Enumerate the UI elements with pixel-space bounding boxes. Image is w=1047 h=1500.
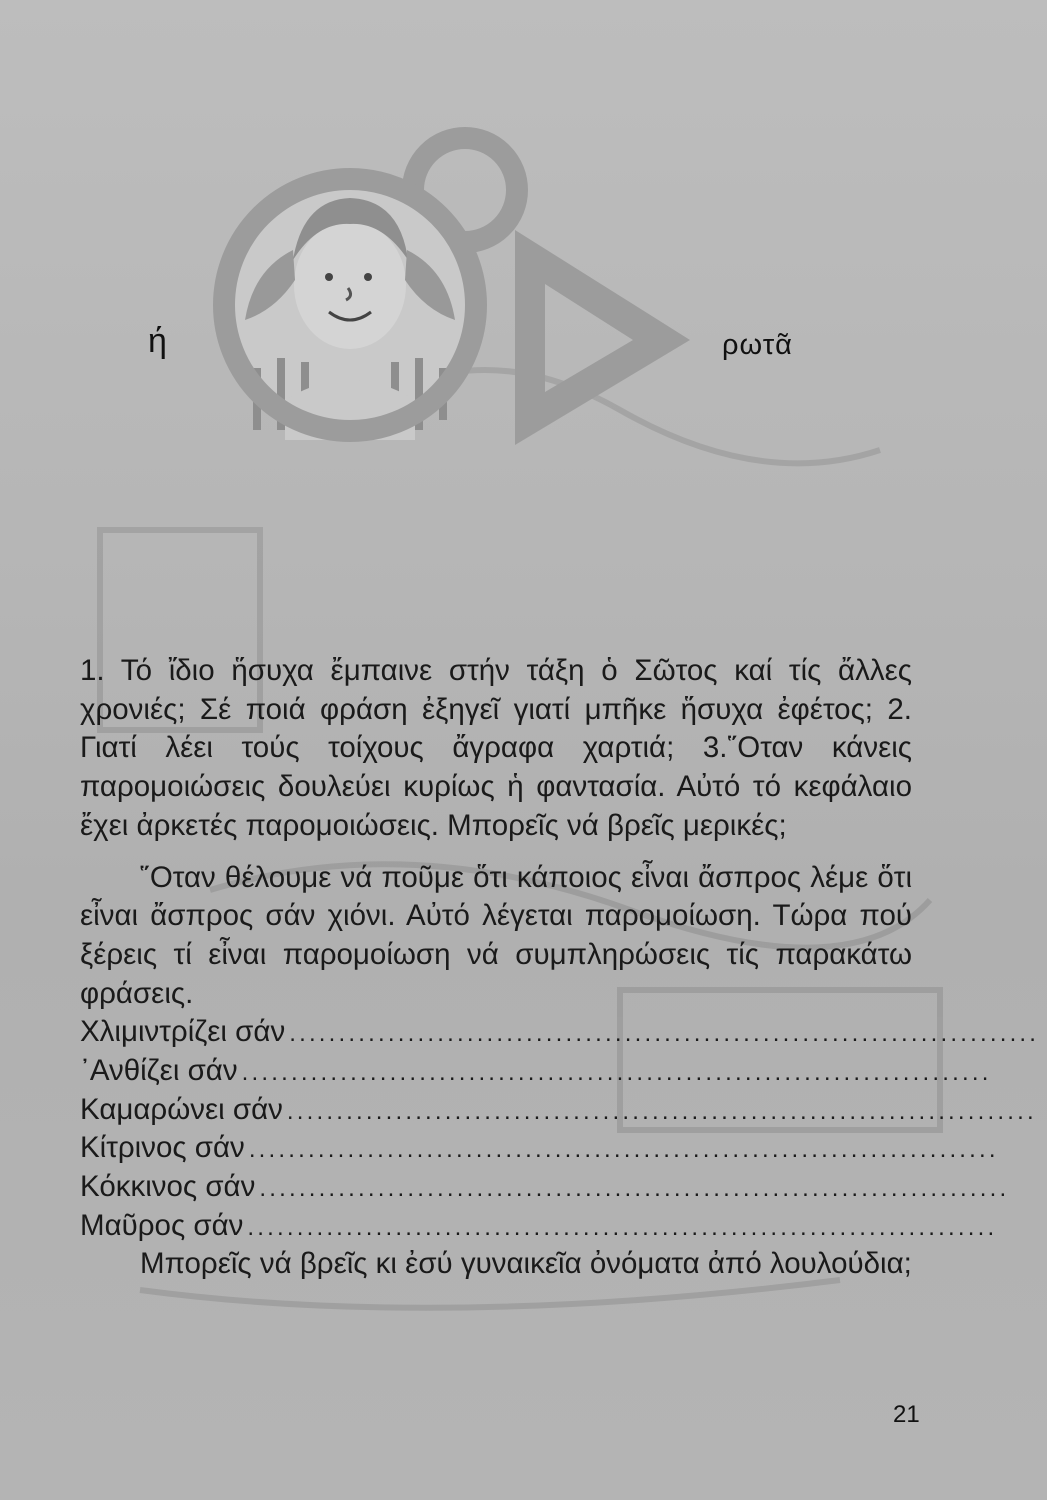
fill-in-label: Μαῦρος σάν <box>80 1208 244 1242</box>
question-logo <box>185 100 695 450</box>
fill-in-label: Κίτρινος σάν <box>80 1131 245 1165</box>
fill-in-blank: ............................................................................ <box>241 1059 992 1087</box>
logo-word: ρωτᾶ <box>722 329 793 361</box>
fill-in-blank: ............................................................................ <box>286 1097 1037 1125</box>
fill-in-blank: ............................................................................ <box>248 1136 999 1164</box>
fill-in-label: ᾿Ανθίζει σάν <box>80 1054 238 1088</box>
exercise-text <box>80 652 1040 1284</box>
fill-in-list <box>80 1013 1040 1245</box>
fill-in-label: Κόκκινος σάν <box>80 1170 256 1204</box>
list-item <box>80 1207 998 1246</box>
flower-names-question: Μπορεῖς νά βρεῖς κι ἐσύ γυναικεῖα ὀνόματα ἀπό λουλούδια; <box>140 1247 912 1281</box>
fill-in-blank: ............................................................................ <box>259 1175 1010 1203</box>
list-item <box>80 1013 1040 1052</box>
fill-in-blank: ............................................................................ <box>247 1213 998 1241</box>
list-item <box>80 1091 1037 1130</box>
list-item <box>80 1168 1010 1207</box>
fill-in-label: Χλιμιντρίζει σάν <box>80 1015 286 1049</box>
logo-triangle <box>515 230 690 445</box>
page-number: 21 <box>893 1401 920 1428</box>
fill-in-blank: ............................................................................ <box>289 1020 1040 1048</box>
logo-letter: ή <box>148 322 167 360</box>
questions-paragraph: 1. Τό ἴδιο ἥσυχα ἔμπαινε στήν τάξη ὁ Σῶτος καί τίς ἄλλες χρονιές; Σέ ποιά φράση ἐξηγεῖ γιατί μπῆκε ἥσυχα ἐφέτος; 2. Γιατί λέει τούς τοίχους ἄγραφα χαρτιά; 3.῞Οταν κάνεις παρομοιώσεις δουλεύει κυρίως ἡ φαντασία. Αὐτό τό κεφάλαιο ἔχει ἀρκετές παρομοιώσεις. Μπορεῖς νά βρεῖς μερικές; <box>80 654 912 842</box>
list-item <box>80 1052 992 1091</box>
list-item <box>80 1129 999 1168</box>
simile-explanation-paragraph: ῞Οταν θέλουμε νά ποῦμε ὅτι κάποιος εἶναι ἄσπρος λέμε ὅτι εἶναι ἄσπρος σάν χιόνι. Αὐτό λέγεται παρομοίωση. Τώρα πού ξέρεις τί εἶναι παρομοίωση νά συμπληρώσεις τίς παρακάτω φράσεις. <box>80 860 912 1010</box>
fill-in-label: Καμαρώνει σάν <box>80 1092 283 1126</box>
